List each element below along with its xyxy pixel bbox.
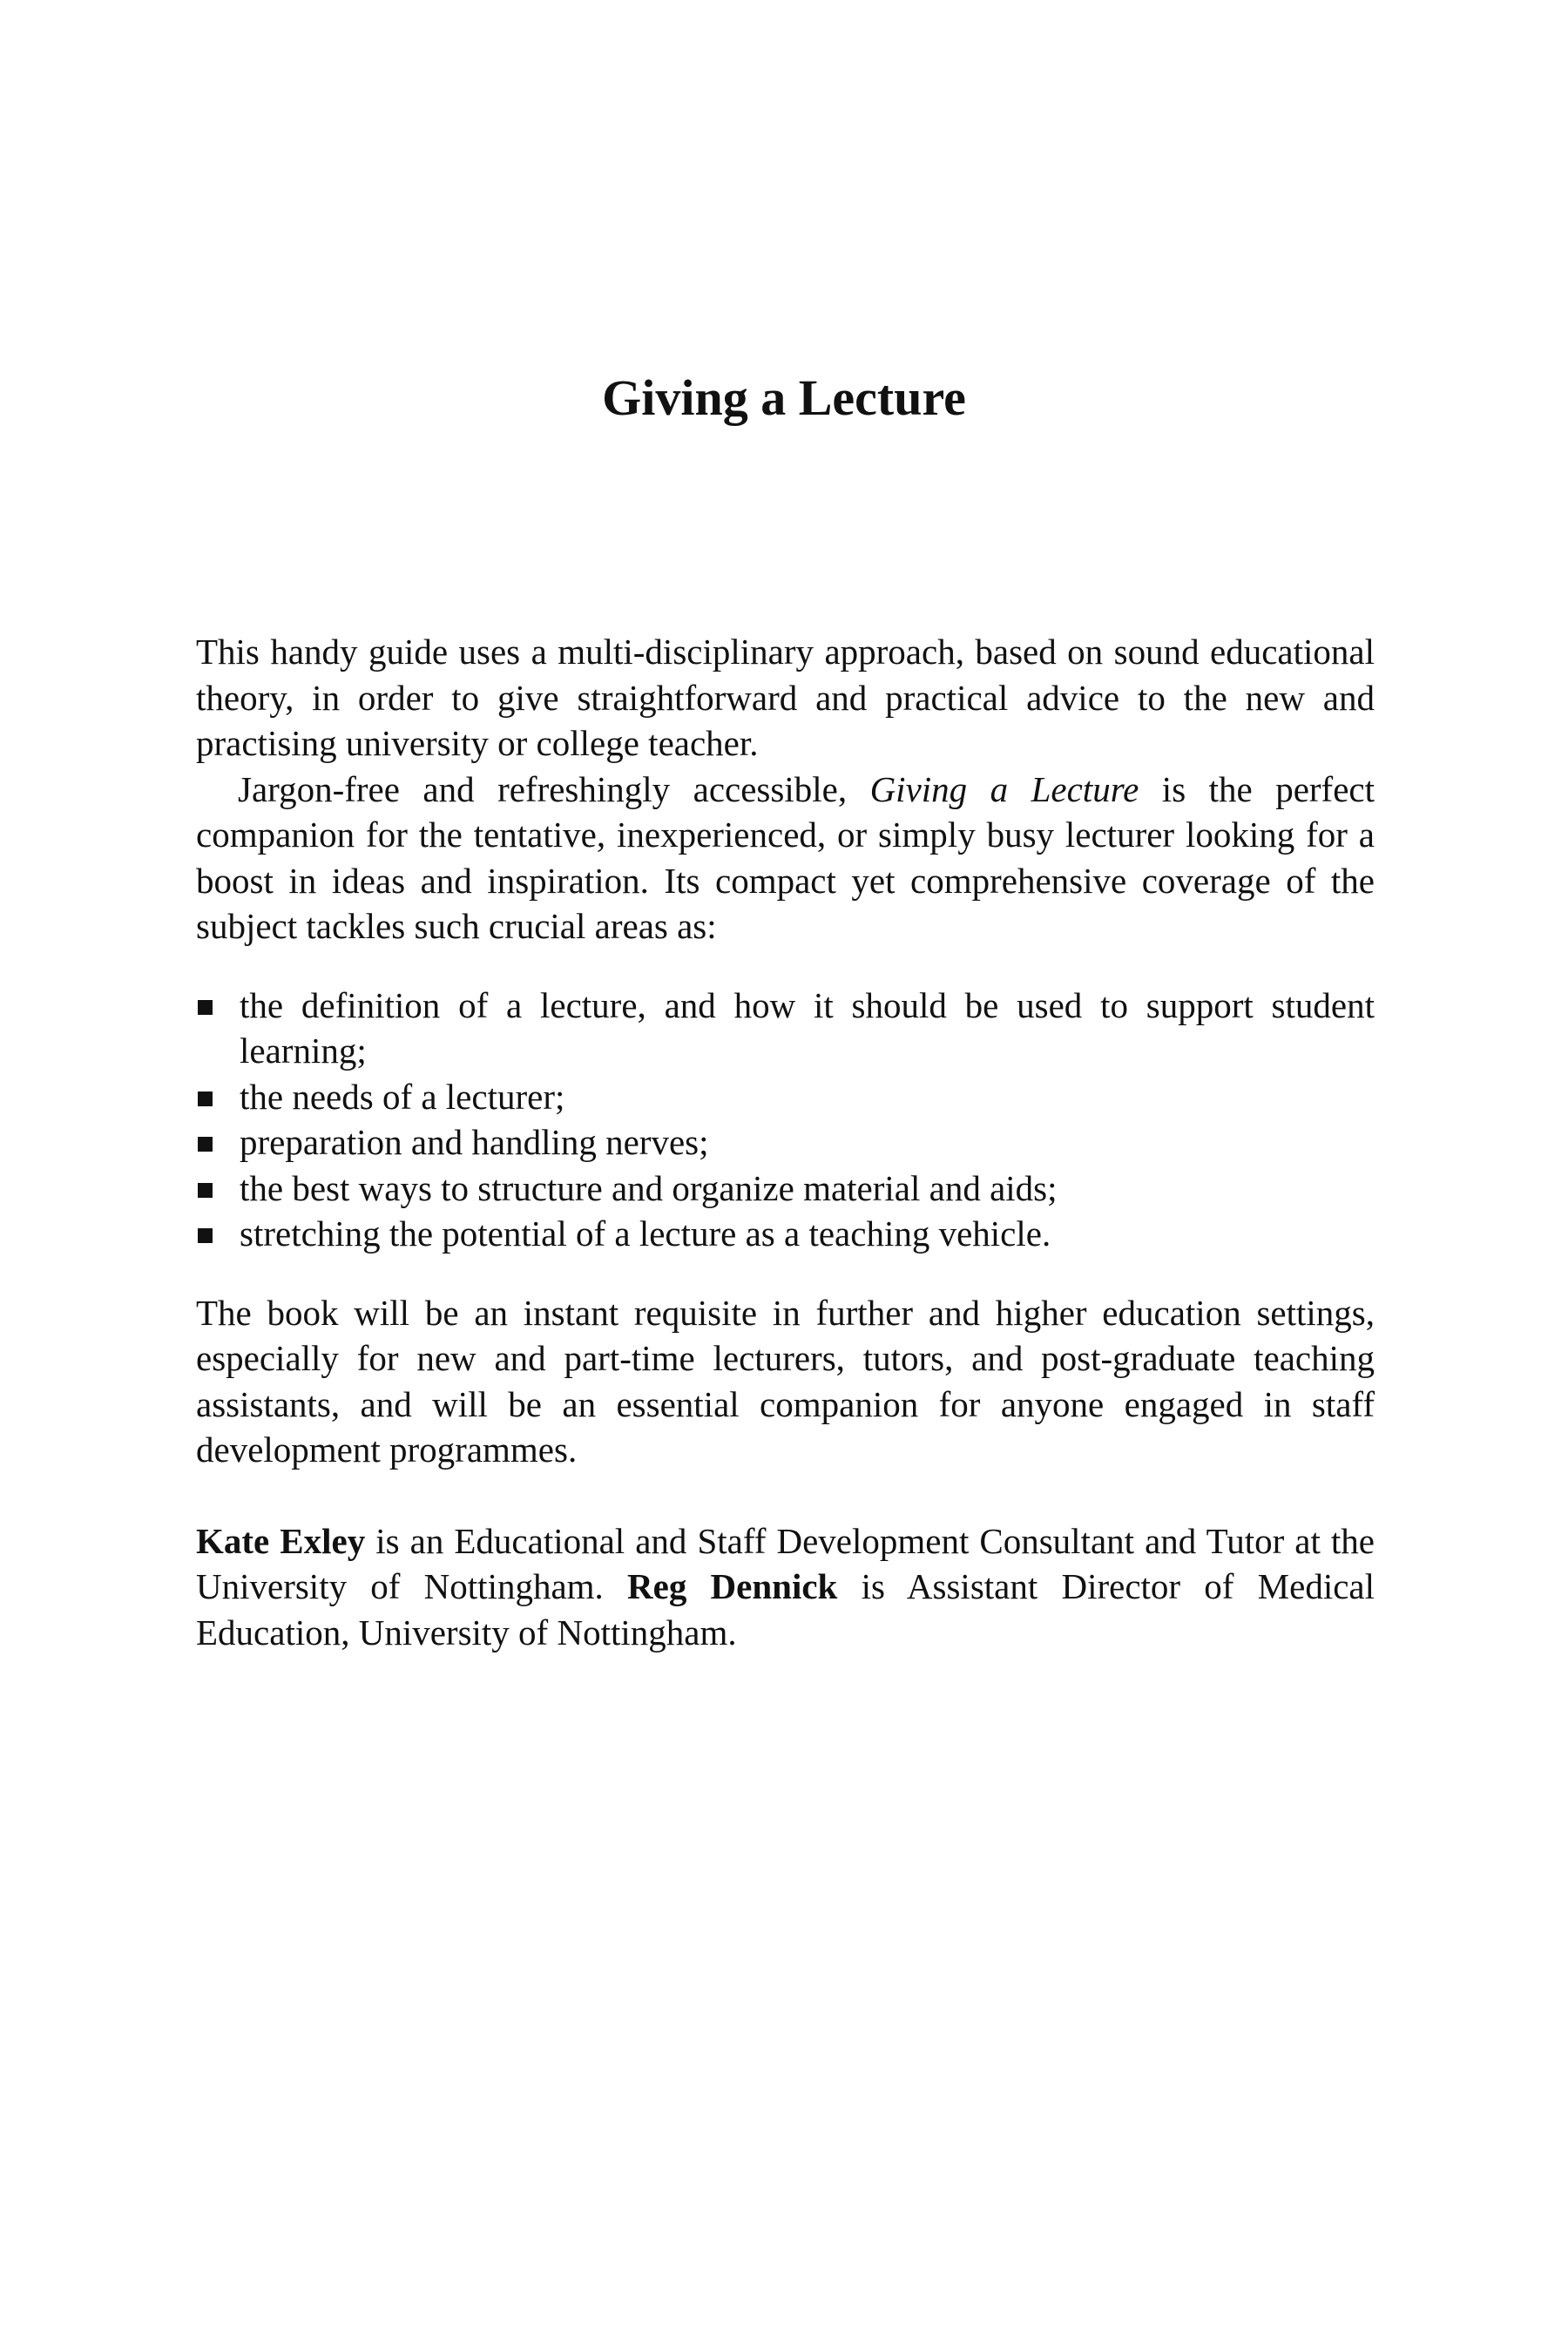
square-bullet-icon bbox=[198, 1183, 213, 1198]
square-bullet-icon bbox=[198, 1228, 213, 1243]
list-item-text: preparation and handling nerves; bbox=[240, 1122, 709, 1162]
intro-paragraph: This handy guide uses a multi-disciplinary approach, based on sound educational theory, in order to give straightforward and practical advice to the new and practising university or college teacher. bbox=[196, 632, 1375, 763]
list-item-text: stretching the potential of a lecture as a teaching vehicle. bbox=[240, 1213, 1051, 1254]
author-bio bbox=[196, 1518, 1375, 1656]
closing-paragraph: The book will be an instant requisite in further and higher education settings, especially for new and part-time lecturers, tutors, and post-graduate teaching assistants, and will be an essential companion for anyone engaged in staff development programmes. bbox=[196, 1292, 1375, 1470]
list-item-text: the needs of a lecturer; bbox=[240, 1076, 565, 1117]
second-paragraph-rest: is the perfect companion for the tentative, inexperienced, or simply busy lecturer looking for a boost in ideas and inspiration. Its compact yet comprehensive coverage of the subject tackles such crucial areas as: bbox=[196, 768, 1375, 946]
list-item bbox=[196, 1166, 1375, 1212]
author-name-reg-dennick: Reg Dennick bbox=[627, 1566, 838, 1606]
author-name-kate-exley: Kate Exley bbox=[196, 1520, 366, 1561]
square-bullet-icon bbox=[198, 1137, 213, 1152]
page-title: Giving a Lecture bbox=[602, 369, 966, 426]
list-item bbox=[196, 983, 1375, 1074]
topics-list bbox=[196, 983, 1375, 1257]
description-block bbox=[196, 629, 1375, 1655]
list-item bbox=[196, 1211, 1375, 1257]
second-paragraph-lead: Jargon-free and refreshingly accessible, bbox=[238, 768, 870, 809]
list-item bbox=[196, 1119, 1375, 1166]
author-bio-text-1: is an Educational and Staff Development Consultant and Tutor at the University of Nottingham. bbox=[196, 1520, 1375, 1606]
square-bullet-icon bbox=[198, 1092, 213, 1106]
list-item bbox=[196, 1074, 1375, 1120]
book-title-italic: Giving a Lecture bbox=[869, 768, 1139, 809]
square-bullet-icon bbox=[198, 1000, 213, 1015]
second-paragraph bbox=[196, 767, 1375, 950]
list-item-text: the best ways to structure and organize material and aids; bbox=[240, 1167, 1058, 1208]
list-item-text: the definition of a lecture, and how it should be used to support student learning; bbox=[240, 984, 1375, 1071]
author-bio-text-2: is Assistant Director of Medical Education, University of Nottingham. bbox=[196, 1566, 1375, 1652]
